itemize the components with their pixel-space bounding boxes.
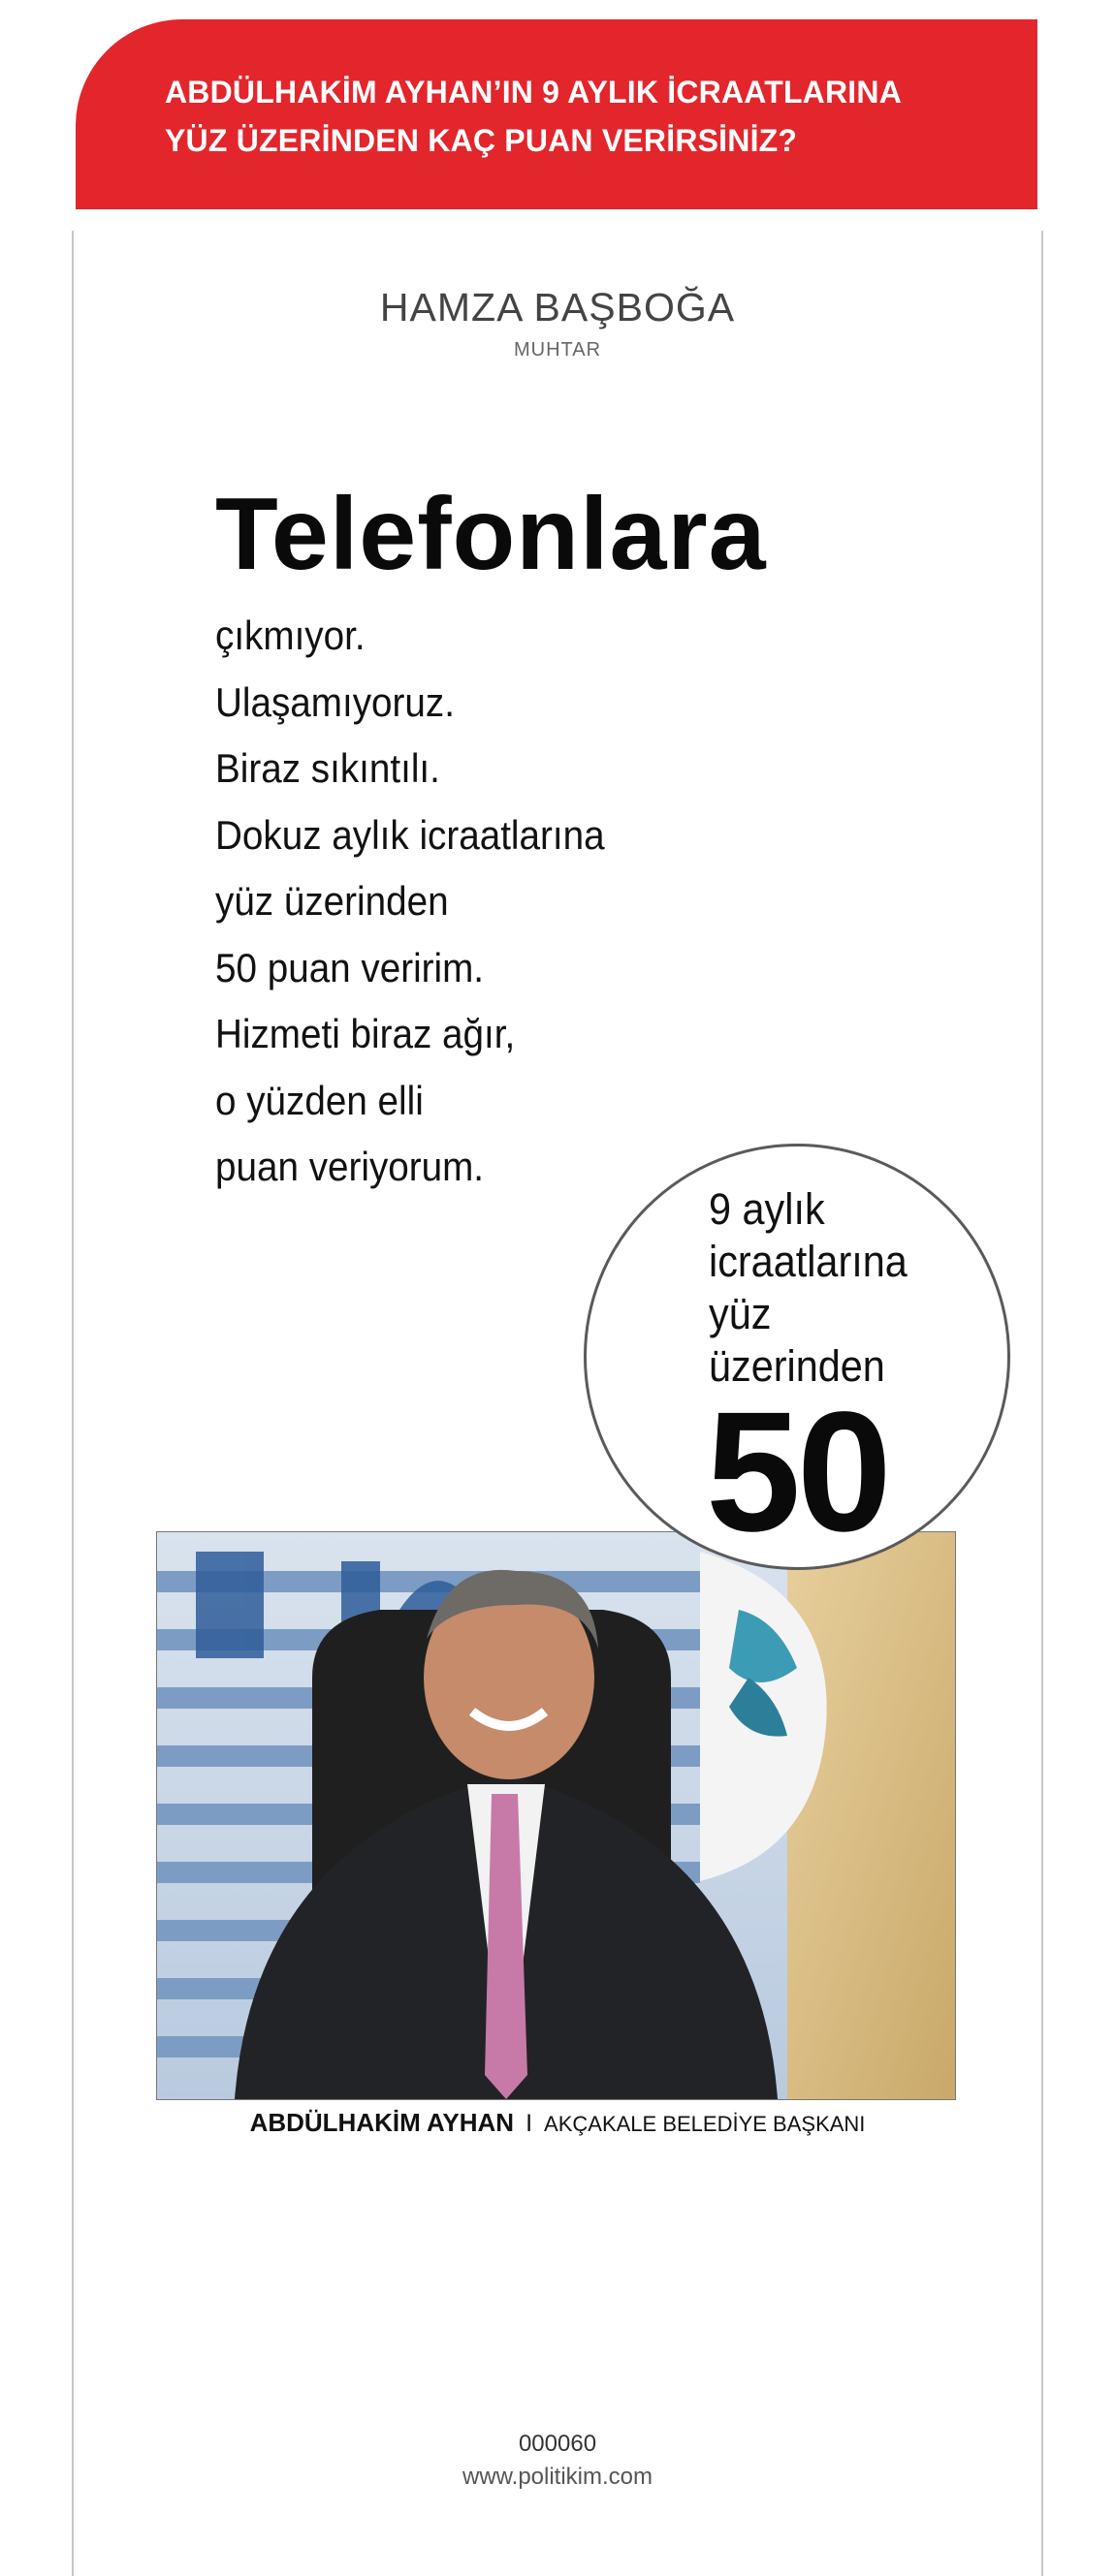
quote-line: Ulaşamıyoruz.: [215, 678, 455, 725]
frame-left-rule: [72, 231, 74, 2576]
score-label-line: icraatlarına: [709, 1237, 908, 1286]
page-title-line-2: YÜZ ÜZERİNDEN KAÇ PUAN VERİRSİNİZ?: [165, 123, 798, 158]
page-title: [165, 68, 1018, 165]
footer-url[interactable]: www.politikim.com: [462, 2464, 653, 2490]
mayor-photo-illustration: [157, 1532, 955, 2099]
quote-line: puan veriyorum.: [215, 1144, 485, 1189]
score-label: [709, 1183, 925, 1393]
quote-line: o yüzden elli: [215, 1077, 424, 1123]
score-value: 50: [706, 1377, 888, 1567]
quote-line: çıkmıyor.: [215, 613, 366, 658]
quote-headline: Telefonlara: [215, 477, 767, 591]
quote-line: 50 puan veririm.: [215, 944, 485, 990]
score-label-line: 9 aylık: [709, 1184, 825, 1234]
photo-caption: [0, 2108, 1115, 2138]
mayor-photo: [156, 1531, 956, 2100]
interviewee-name: HAMZA BAŞBOĞA: [379, 285, 736, 330]
caption-name: ABDÜLHAKİM AYHAN: [249, 2108, 515, 2137]
score-label-line: üzerinden: [709, 1341, 885, 1391]
score-label-line: yüz: [709, 1289, 772, 1338]
quote-line: yüz üzerinden: [215, 878, 449, 924]
quote-line: Hizmeti biraz ağır,: [215, 1011, 516, 1056]
quote-line: Biraz sıkıntılı.: [215, 745, 440, 791]
score-badge: [584, 1144, 1010, 1570]
quote-body: [215, 603, 639, 1201]
interviewee-role: MUHTAR: [513, 339, 602, 361]
quote-line: Dokuz aylık icraatlarına: [215, 811, 605, 858]
footer-code: 000060: [518, 2431, 597, 2457]
frame-right-rule: [1041, 231, 1043, 2576]
page-title-line-1: ABDÜLHAKİM AYHAN’IN 9 AYLIK İCRAATLARINA: [165, 75, 903, 110]
caption-title: AKÇAKALE BELEDİYE BAŞKANI: [544, 2112, 866, 2136]
caption-separator: I: [526, 2110, 533, 2137]
